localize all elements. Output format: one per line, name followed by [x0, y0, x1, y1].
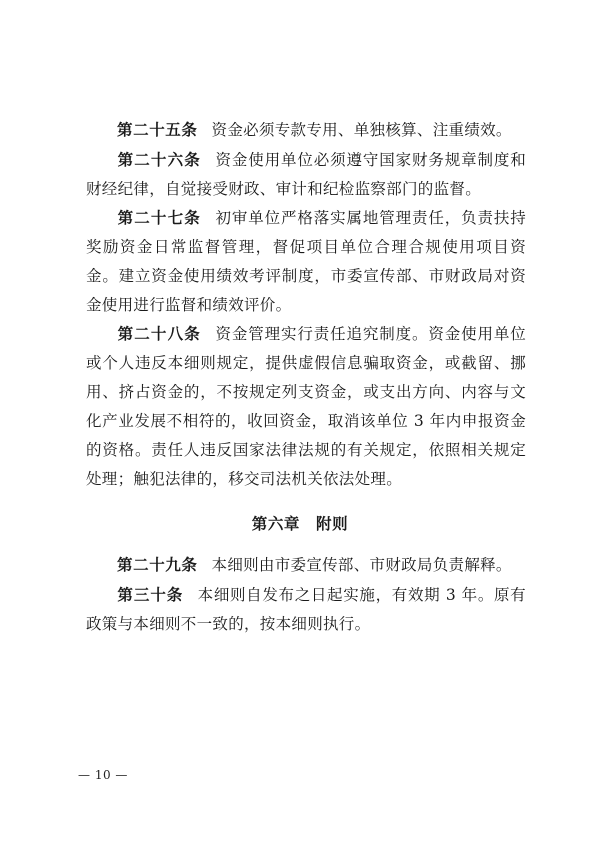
page-number: — 10 — — [78, 768, 128, 782]
article-28-text: 资金管理实行责任追究制度。资金使用单位或个人违反本细则规定，提供虚假信息骗取资金，或截留、挪用、挤占资金的，不按规定列支资金，或支出方向、内容与文化产业发展不相符的，收回资金，取消该单位 3 年内申报资金的资格。责任人违反国家法律法规的有关规定，依照相关规定处理；触犯法律的，移交司法机关依法处理。 — [86, 325, 526, 488]
article-25-text: 资金必须专款专用、单独核算、注重绩效。 — [211, 121, 512, 139]
article-25 — [86, 116, 526, 145]
chapter-title: 附则 — [316, 515, 349, 533]
chapter-number: 第六章 — [251, 515, 301, 533]
article-30-text: 本细则自发布之日起实施，有效期 3 年。原有政策与本细则不一致的，按本细则执行。 — [86, 586, 526, 633]
article-27-text: 初审单位严格落实属地管理责任，负责扶持奖励资金日常监督管理，督促项目单位合理合规使用项目资金。建立资金使用绩效考评制度，市委宣传部、市财政局对资金使用进行监督和绩效评价。 — [86, 209, 526, 314]
article-28 — [86, 320, 526, 494]
article-26-text: 资金使用单位必须遵守国家财务规章制度和财经纪律，自觉接受财政、审计和纪检监察部门的监督。 — [86, 151, 526, 198]
article-28-number: 第二十八条 — [117, 325, 201, 343]
article-29-text: 本细则由市委宣传部、市财政局负责解释。 — [211, 556, 512, 574]
article-29-number: 第二十九条 — [117, 556, 198, 574]
article-30 — [86, 581, 526, 639]
article-30-number: 第三十条 — [117, 586, 184, 604]
chapter-heading — [0, 512, 600, 534]
article-27-number: 第二十七条 — [117, 209, 201, 227]
article-27 — [86, 204, 526, 320]
article-26-number: 第二十六条 — [117, 151, 201, 169]
article-26 — [86, 146, 526, 204]
article-25-number: 第二十五条 — [117, 121, 198, 139]
article-29 — [86, 551, 526, 580]
